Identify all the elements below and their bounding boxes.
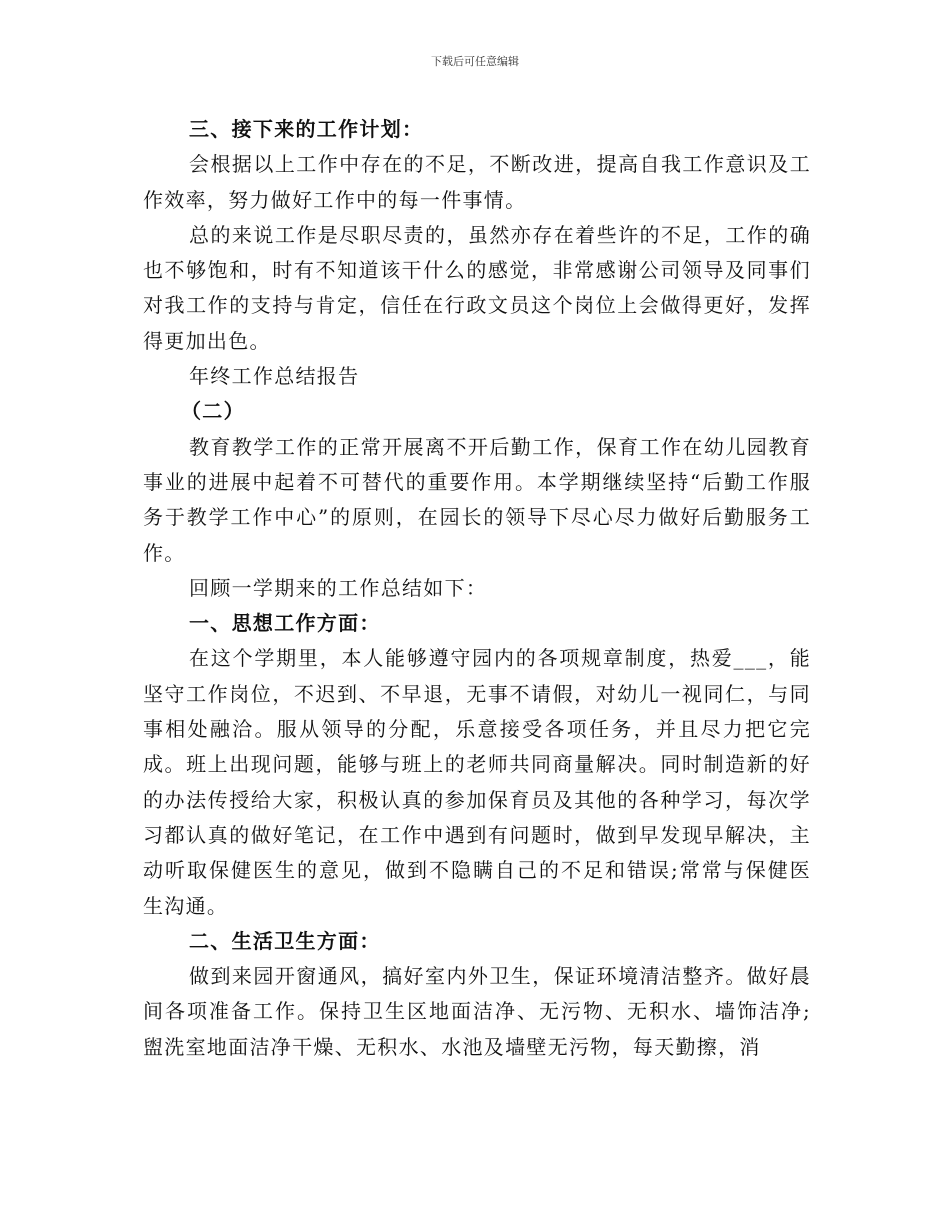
section-heading-hygiene: 二、生活卫生方面： xyxy=(189,928,381,953)
section-heading-work-plan: 三、接下来的工作计划： xyxy=(189,117,424,141)
page-header: 下载后可任意编辑 xyxy=(431,55,519,68)
paragraph: 在这个学期里，本人能够遵守园内的各项规章制度，热爱___，能坚守工作岗位，不迟到、不早退，无事不请假，对幼儿一视同仁，与同事相处融洽。服从领导的分配，乐意接受各项任务，并且尽力把它完成。班上出现问题，能够与班上的老师共同商量解决。同时制造新的好的办法传授给大家，积极认真的参加保育员及其他的各种学习，每次学习都认真的做好笔记，在工作中遇到有问题时，做到早发现早解决，主动听取保健医生的意见，做到不隐瞒自己的不足和错误;常常与保健医生沟通。 xyxy=(143,646,811,918)
paragraph: 回顾一学期来的工作总结如下： xyxy=(189,575,488,600)
section-heading-ideology: 一、思想工作方面： xyxy=(189,611,381,636)
paragraph: 总的来说工作是尽职尽责的，虽然亦存在着些许的不足，工作的确也不够饱和，时有不知道该干什么的感觉，非常感谢公司领导及同事们对我工作的支持与肯定，信任在行政文员这个岗位上会做得更好，发挥得更加出色。 xyxy=(143,222,811,353)
report-title: 年终工作总结报告 xyxy=(189,364,360,389)
part-number: （二） xyxy=(181,399,245,424)
document-body xyxy=(143,112,811,1065)
paragraph: 教育教学工作的正常开展离不开后勤工作，保育工作在幼儿园教育事业的进展中起着不可替代的重要作用。本学期继续坚持“后勤工作服务于教学工作中心”的原则，在园长的领导下尽心尽力做好后勤服务工作。 xyxy=(143,434,811,565)
paragraph: 会根据以上工作中存在的不足，不断改进，提高自我工作意识及工作效率，努力做好工作中的每一件事情。 xyxy=(143,152,811,212)
paragraph: 做到来园开窗通风，搞好室内外卫生，保证环境清洁整齐。做好晨间各项准备工作。保持卫生区地面洁净、无污物、无积水、墙饰洁净;盥洗室地面洁净干燥、无积水、水池及墙壁无污物，每天勤擦，消 xyxy=(143,964,811,1059)
